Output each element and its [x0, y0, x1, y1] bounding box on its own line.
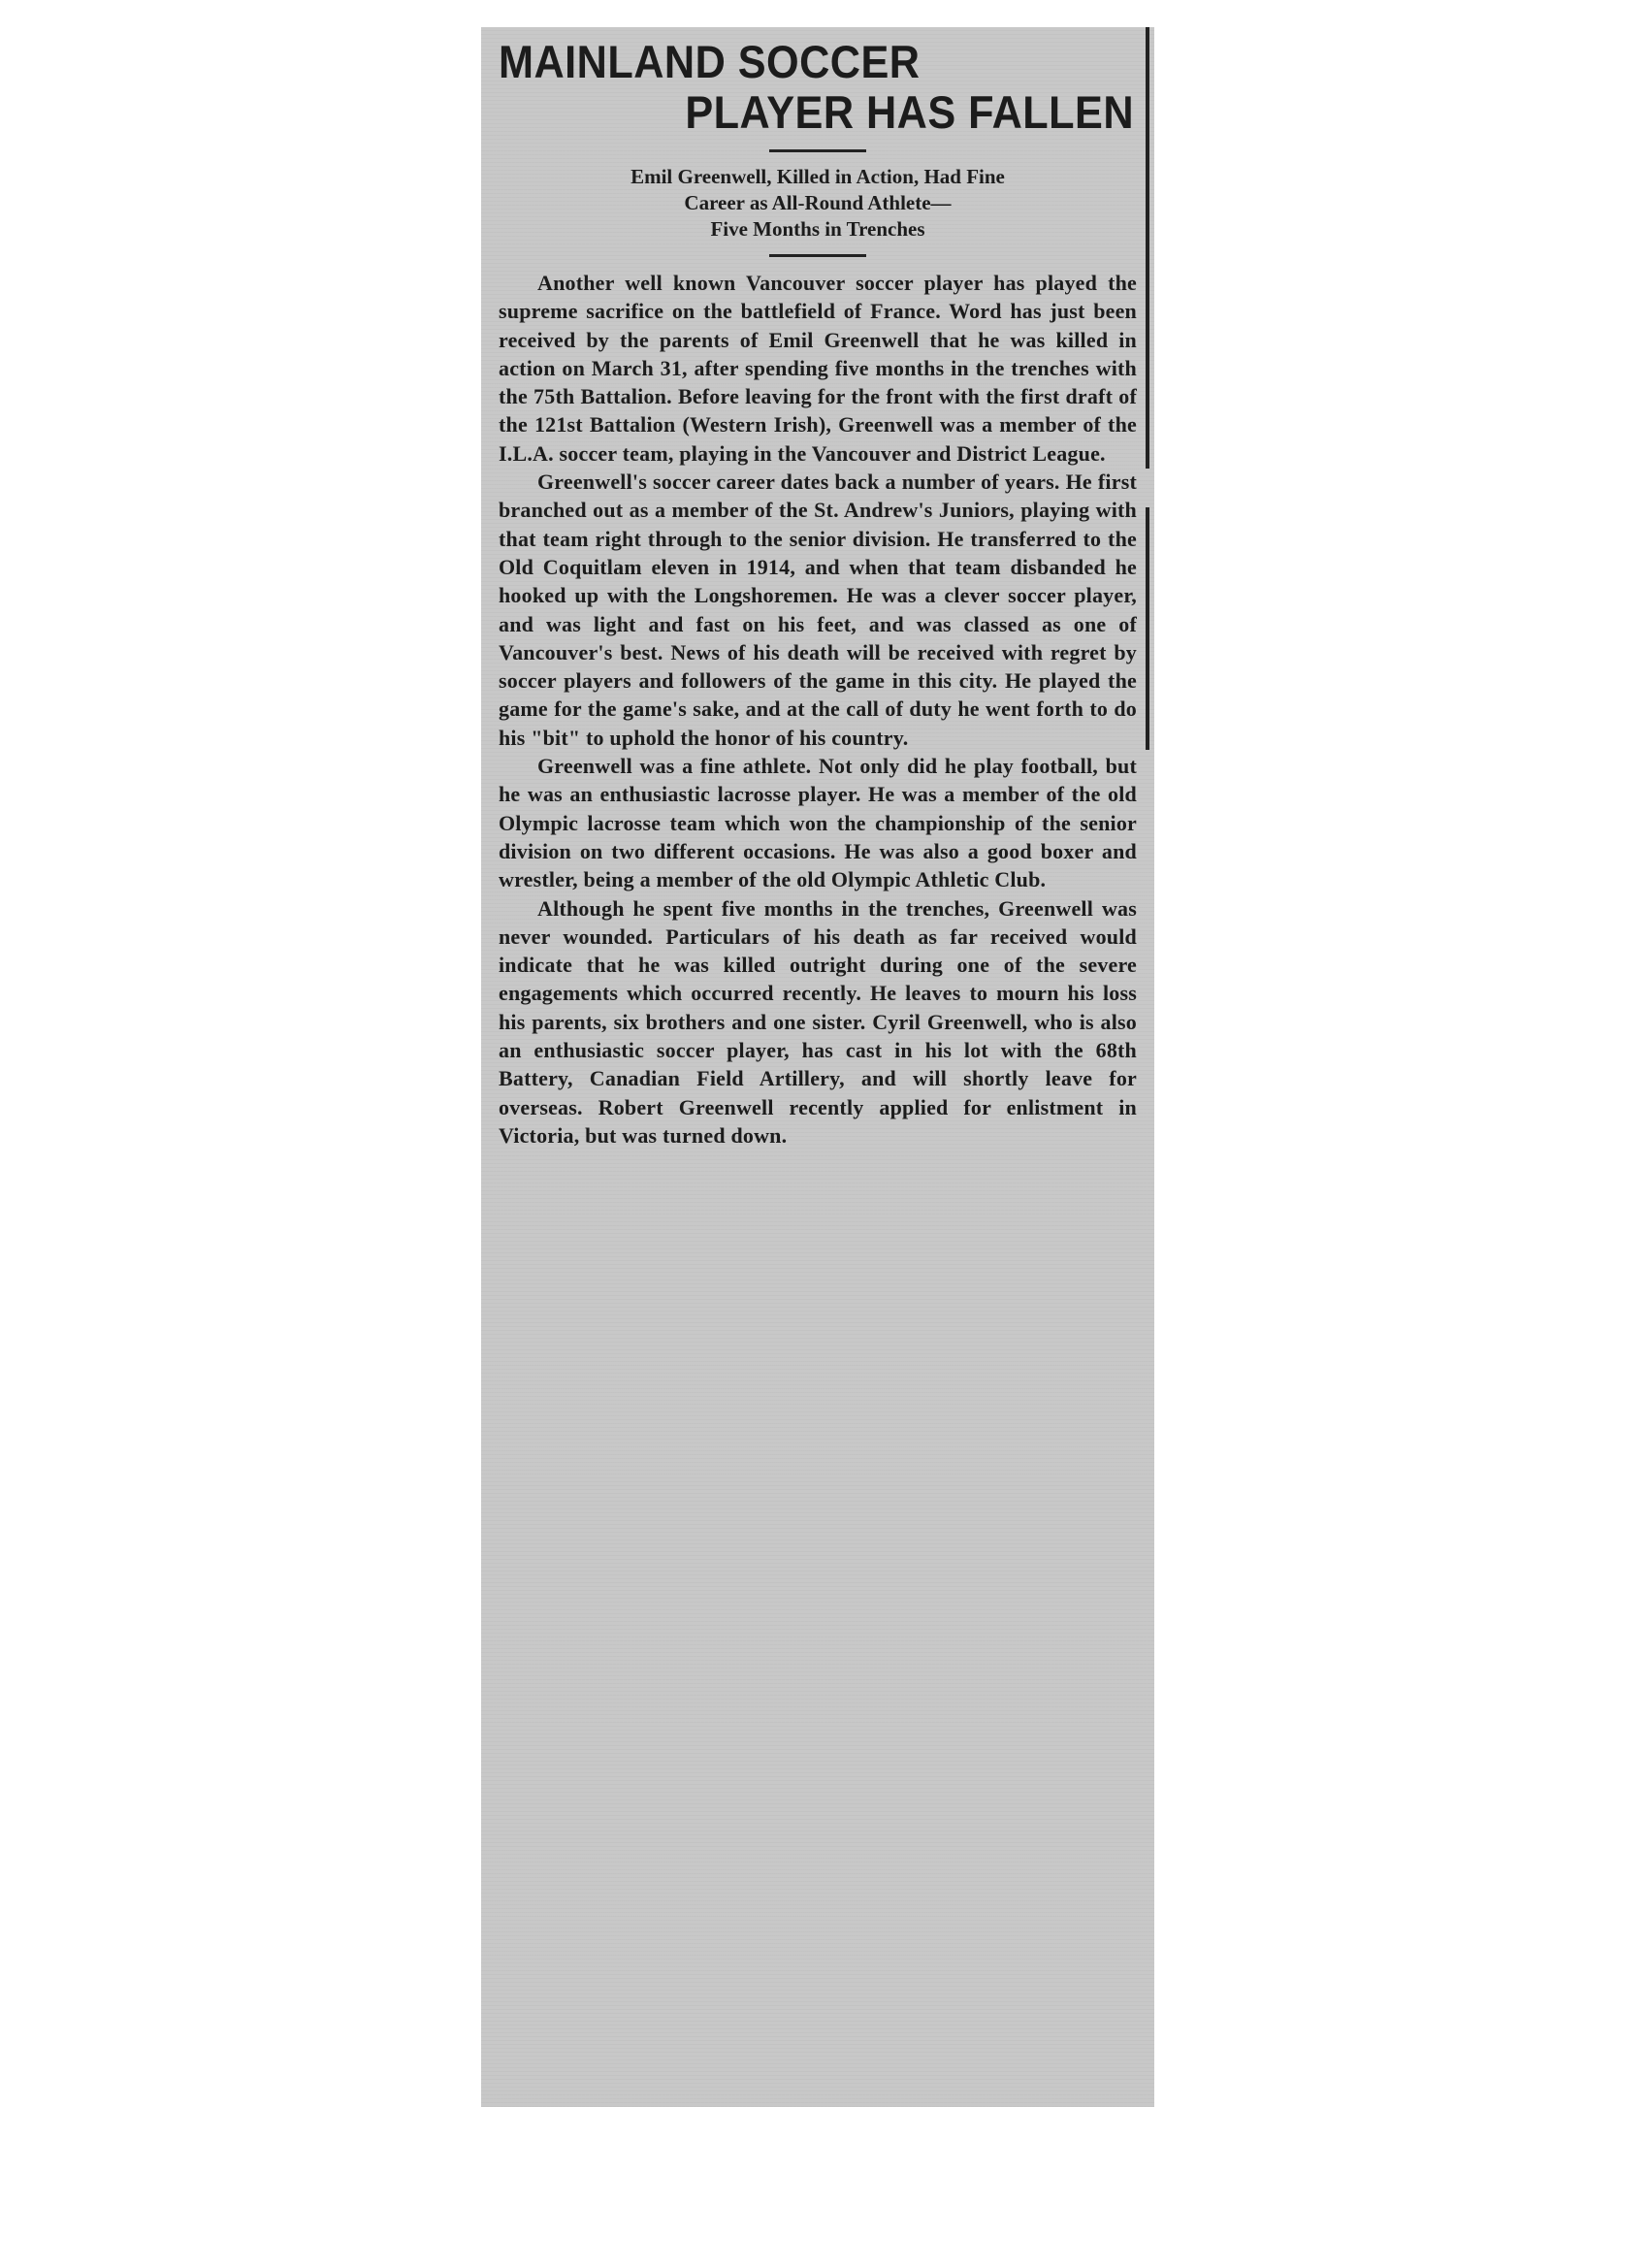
- article-paragraph: Another well known Vancouver soccer player has played the supreme sacrifice on the battlefield of France. Word has just been received by the parents of Emil Greenwell that he was killed in action on March 31, after spending five months in the trenches with the 75th Battalion. Before leaving for the front with the first draft of the 121st Battalion (Western Irish), Greenwell was a member of the I.L.A. soccer team, playing in the Vancouver and District League.: [499, 271, 1137, 466]
- headline-line-2: PLAYER HAS FALLEN: [685, 86, 1135, 138]
- column-rule: [1146, 507, 1149, 750]
- article-paragraph: Greenwell's soccer career dates back a number of years. He first branched out as a member of the St. Andrew's Juniors, playing with that team right through to the senior division. He transferred to the Old Coquitlam eleven in 1914, and when that team disbanded he hooked up with the Longshoremen. He was a clever soccer player, and was light and fast on his feet, and was classed as one of Vancouver's best. News of his death will be received with regret by soccer players and followers of the game in this city. He played the game for the game's sake, and at the call of duty he went forth to do his "bit" to uphold the honor of his country.: [499, 470, 1137, 750]
- newspaper-clipping: [481, 27, 1154, 2107]
- article-paragraph: Greenwell was a fine athlete. Not only did he play football, but he was an enthusiastic lacrosse player. He was a member of the old Olympic lacrosse team which won the championship of the senior division on two different occasions. He was also a good boxer and wrestler, being a member of the old Olympic Athletic Club.: [499, 754, 1137, 892]
- subhead-divider: [769, 254, 866, 257]
- article-body: [499, 269, 1137, 1150]
- headline-line-1: MAINLAND SOCCER: [499, 36, 921, 87]
- column-rule: [1146, 27, 1149, 469]
- article-paragraph: Although he spent five months in the trenches, Greenwell was never wounded. Particulars of his death as far received would indicate that he was killed outright during one of the severe engagements which occurred recently. He leaves to mourn his loss his parents, six brothers and one sister. Cyril Greenwell, who is also an enthusiastic soccer player, has cast in his lot with the 68th Battery, Canadian Field Artillery, and will shortly leave for overseas. Robert Greenwell recently applied for enlistment in Victoria, but was turned down.: [499, 895, 1137, 1148]
- subhead-line-1: Emil Greenwell, Killed in Action, Had Fine: [630, 165, 1005, 188]
- subhead-line-3: Five Months in Trenches: [710, 217, 925, 241]
- subhead-line-2: Career as All-Round Athlete—: [684, 191, 952, 214]
- headline-divider: [769, 149, 866, 152]
- headline: [499, 36, 1135, 138]
- subheadline: [508, 164, 1127, 243]
